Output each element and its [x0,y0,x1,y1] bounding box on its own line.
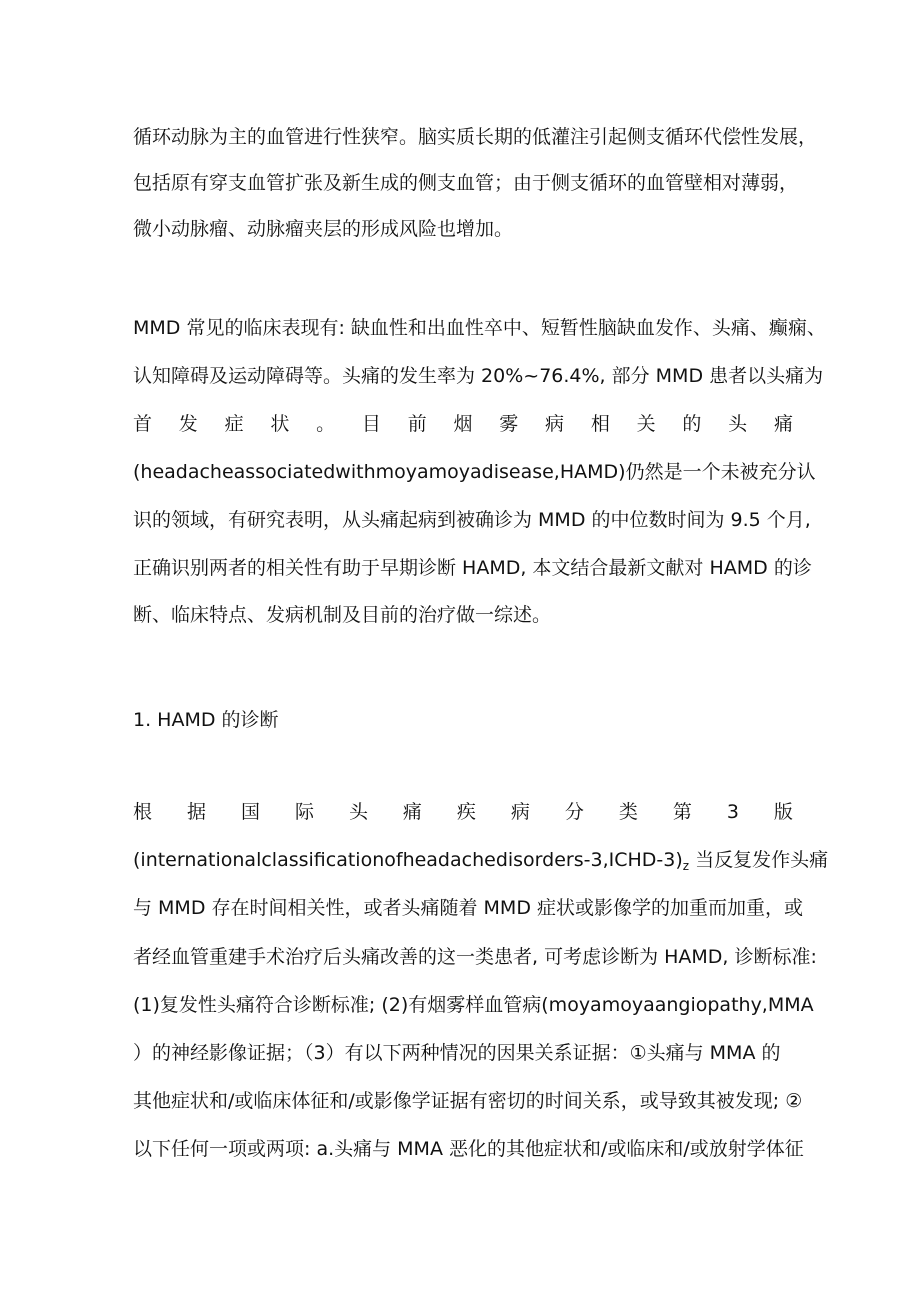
justified-char: 雾 [499,413,519,435]
justified-char: 首 [133,413,153,435]
paragraph-1-line-1: 循环动脉为主的血管进行性狭窄。脑实质长期的低灌注引起侧支循环代偿性发展， [133,126,818,148]
justified-char: 分 [564,801,584,823]
justified-char: 烟 [453,413,473,435]
paragraph-2-line-4: (headacheassociatedwithmoyamoyadisease,HAMD)仍然是一个未被充分认 [133,461,816,483]
paragraph-3-line-8: 以下任何一项或两项: a.头痛与 MMA 恶化的其他症状和/或临床和/或放射学体征 [133,1138,804,1160]
paragraph-2-line-2: 认知障碍及运动障碍等。头痛的发生率为 20%~76.4%, 部分 MMD 患者以头痛为 [133,365,824,387]
justified-char: 第 [672,801,692,823]
subscript-mark: z [682,859,690,873]
justified-char: 状 [270,413,290,435]
justified-char: 据 [186,801,206,823]
justified-char: 根 [133,801,153,823]
justified-char: 际 [294,801,314,823]
line-main-text: (internationalclassificationofheadachedisorders-3,ICHD-3) [133,849,683,871]
paragraph-3-line-3: 与 MMD 存在时间相关性，或者头痛随着 MMD 症状或影像学的加重而加重，或 [133,897,803,919]
paragraph-2-line-6: 正确识别两者的相关性有助于早期诊断 HAMD, 本文结合最新文献对 HAMD 的诊 [133,557,812,579]
justified-char: 版 [773,801,793,823]
justified-char: 头 [348,801,368,823]
justified-char: 头 [728,413,748,435]
paragraph-1-line-3: 微小动脉瘤、动脉瘤夹层的形成风险也增加。 [133,218,514,240]
justified-char: 相 [590,413,610,435]
justified-char: 3 [726,801,739,823]
paragraph-3-line-6: ）的神经影像证据；（3）有以下两种情况的因果关系证据：①头痛与 MMA 的 [133,1042,781,1064]
justified-char: 的 [682,413,702,435]
justified-char: 痛 [402,801,422,823]
justified-char: 发 [178,413,198,435]
paragraph-3-line-7: 其他症状和/或临床体征和/或影像学证据有密切的时间关系，或导致其被发现; ② [133,1090,803,1112]
paragraph-2-line-7: 断、临床特点、发病机制及目前的治疗做一综述。 [133,604,552,626]
justified-char: 。 [316,413,336,435]
justified-char: 类 [618,801,638,823]
justified-char: 痛 [773,413,793,435]
paragraph-2-line-1: MMD 常见的临床表现有: 缺血性和出血性卒中、短暂性脑缺血发作、头痛、癫痫、 [133,317,826,339]
paragraph-2-line-3 [133,412,793,436]
justified-char: 国 [240,801,260,823]
justified-char: 关 [636,413,656,435]
paragraph-1-line-2: 包括原有穿支血管扩张及新生成的侧支血管；由于侧支循环的血管壁相对薄弱， [133,172,799,194]
paragraph-3-line-1 [133,800,793,824]
justified-char: 症 [224,413,244,435]
justified-char: 前 [407,413,427,435]
paragraph-3-line-2 [133,848,829,878]
line-tail-text: 当反复发作头痛 [689,849,829,871]
section-heading: 1. HAMD 的诊断 [133,709,279,731]
justified-char: 疾 [456,801,476,823]
justified-char: 目 [361,413,381,435]
justified-char: 病 [510,801,530,823]
paragraph-2-line-5: 识的领域，有研究表明，从头痛起病到被确诊为 MMD 的中位数时间为 9.5 个月, [133,509,811,531]
paragraph-3-line-5: (1)复发性头痛符合诊断标准; (2)有烟雾样血管病(moyamoyaangiopathy,MMA [133,994,814,1016]
paragraph-3-line-4: 者经血管重建手术治疗后头痛改善的这一类患者, 可考虑诊断为 HAMD, 诊断标准: [133,946,817,968]
justified-char: 病 [545,413,565,435]
